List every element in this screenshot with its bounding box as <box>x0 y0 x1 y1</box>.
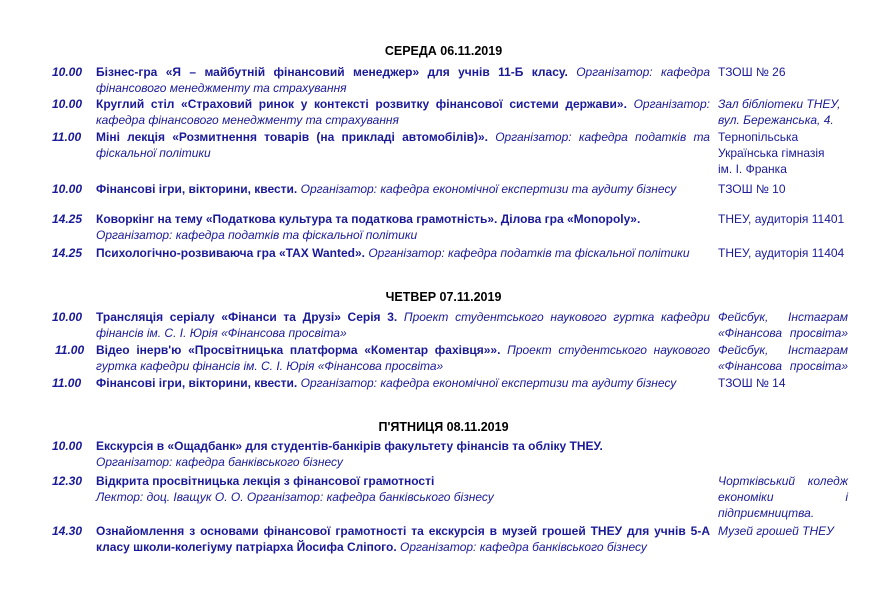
event-organizer: Проект студентського наукового гуртка кафедри фінансів ім. С. І. Юрія «Фінансова просвіта» <box>96 343 710 373</box>
event-description <box>96 245 710 261</box>
event-title: Міні лекція «Розмитнення товарів (на прикладі автомобілів)». <box>96 130 488 144</box>
event-place: ТЗОШ № 26 <box>718 65 786 79</box>
event-title: Відео інерв'ю «Просвітницька платформа «Коментар фахівця»». <box>96 343 501 357</box>
event-place: ТНЕУ, аудиторія 11401 <box>718 212 845 226</box>
event-organizer: Організатор: кафедра податків та фіскальної політики <box>96 130 710 160</box>
event-title: Екскурсія в «Ощадбанк» для студентів-банкірів факультету фінансів та обліку ТНЕУ. <box>96 439 603 453</box>
event-description <box>96 181 710 197</box>
event-title: Фінансові ігри, вікторини, квести. <box>96 376 298 390</box>
event-organizer: Організатор: кафедра податків та фіскальної політики <box>96 228 418 242</box>
event-time: 14.25 <box>52 246 83 260</box>
event-place: ТЗОШ № 14 <box>718 376 786 390</box>
event-description <box>96 375 710 391</box>
event-time: 11.00 <box>52 376 82 390</box>
event-description <box>96 438 710 470</box>
event-title: Фінансові ігри, вікторини, квести. <box>96 182 298 196</box>
event-place: Фейсбук, Інстаграм «Фінансова просвіта» <box>718 343 848 373</box>
event-time: 10.00 <box>52 97 83 111</box>
event-organizer: Організатор: кафедра банківського бізнесу <box>400 540 647 554</box>
event-organizer: Лектор: доц. Іващук О. О. Організатор: кафедра банківського бізнесу <box>96 490 494 504</box>
event-description <box>96 342 710 374</box>
event-time: 10.00 <box>52 182 83 196</box>
event-place: Тернопільська Українська гімназія ім. І. Франка <box>718 130 825 176</box>
day-heading-friday: П'ЯТНИЦЯ 08.11.2019 <box>378 420 509 434</box>
event-time: 10.00 <box>52 439 83 453</box>
event-description <box>96 129 710 161</box>
event-title: Трансляція серіалу «Фінанси та Друзі» Серія 3. <box>96 310 398 324</box>
event-description <box>96 473 710 505</box>
event-place: Музей грошей ТНЕУ <box>718 524 834 538</box>
event-place: Фейсбук, Інстаграм «Фінансова просвіта» <box>718 310 848 340</box>
event-title: Коворкінг на тему «Податкова культура та податкова грамотність». Ділова гра «Monopoly». <box>96 212 641 226</box>
event-time: 10.00 <box>52 310 83 324</box>
event-place: ТНЕУ, аудиторія 11404 <box>718 246 845 260</box>
event-title: Ознайомлення з основами фінансової грамотності та екскурсія в музей грошей ТНЕУ для учнів 5-А класу школи-колегіуму патріарха Йосифа Сліпого. <box>96 524 710 554</box>
event-time: 10.00 <box>52 65 83 79</box>
event-title: Відкрита просвітницька лекція з фінансової грамотності <box>96 474 435 488</box>
event-title: Бізнес-гра «Я – майбутній фінансовий менеджер» для учнів 11-Б класу. <box>96 65 568 79</box>
event-description <box>96 96 710 128</box>
event-description <box>96 64 710 96</box>
event-description <box>96 309 710 341</box>
event-organizer: Проект студентського наукового гуртка кафедри фінансів ім. С. І. Юрія «Фінансова просвіта» <box>96 310 710 340</box>
event-time: 14.25 <box>52 212 83 226</box>
day-heading-wednesday: СЕРЕДА 06.11.2019 <box>384 44 503 58</box>
event-title: Круглий стіл «Страховий ринок у контексті розвитку фінансової системи держави». <box>96 97 627 111</box>
event-time: 11.00 <box>55 343 85 357</box>
event-organizer: Організатор: кафедра банківського бізнесу <box>96 455 343 469</box>
day-heading-thursday: ЧЕТВЕР 07.11.2019 <box>385 290 502 304</box>
event-time: 14.30 <box>52 524 83 538</box>
event-organizer: Організатор: кафедра економічної експертизи та аудиту бізнесу <box>300 182 677 196</box>
event-organizer: Організатор: кафедра фінансового менеджменту та страхування <box>96 65 711 95</box>
event-organizer: Організатор: кафедра фінансового менеджменту та страхування <box>96 97 710 127</box>
event-place: ТЗОШ № 10 <box>718 182 786 196</box>
event-place: Чортківський коледж економіки і підприємництва. <box>718 474 848 520</box>
event-place: Зал бібліотеки ТНЕУ, вул. Бережанська, 4. <box>718 97 841 127</box>
event-title: Психологічно-розвиваюча гра «TAX Wanted». <box>96 246 365 260</box>
event-organizer: Організатор: кафедра економічної експертизи та аудиту бізнесу <box>300 376 677 390</box>
event-organizer: Організатор: кафедра податків та фіскальної політики <box>368 246 690 260</box>
event-time: 11.00 <box>52 130 82 144</box>
event-description <box>96 523 710 555</box>
event-time: 12.30 <box>52 474 83 488</box>
event-description <box>96 211 710 243</box>
